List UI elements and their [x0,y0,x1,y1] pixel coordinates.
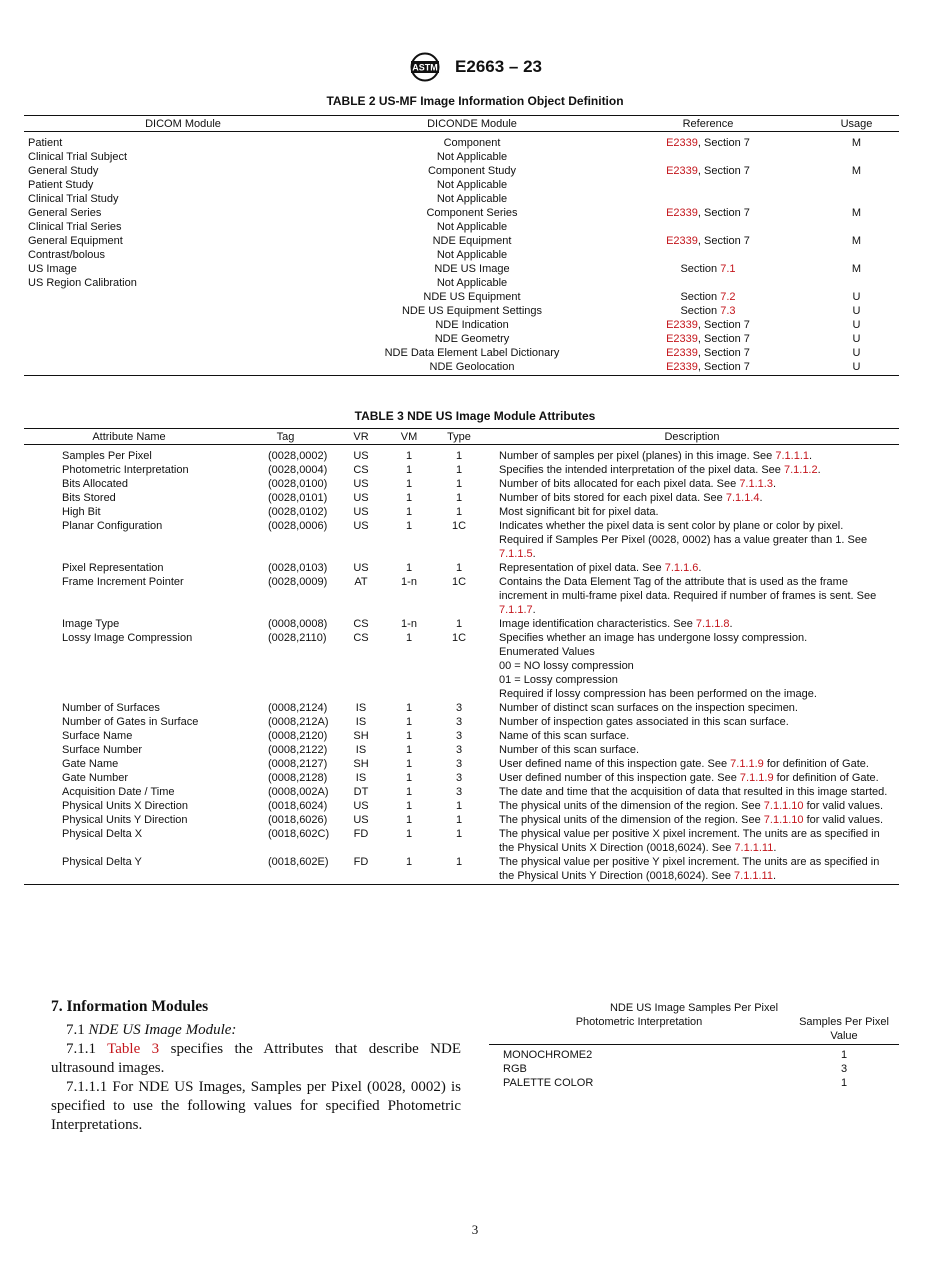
vm-cell: 1 [405,702,413,714]
type-cell: 1 [433,855,485,885]
attribute-name-cell: Surface Name [62,730,133,742]
description-cell: Name of this scan surface. [499,730,630,742]
tag-cell: (0028,0103) [268,562,328,574]
description-cell: Number of distinct scan surfaces on the inspection specimen. [499,702,798,714]
reference-link[interactable]: E2339 [666,207,698,219]
attribute-name-cell: Acquisition Date / Time [62,786,175,798]
vr-cell: US [353,800,369,812]
attribute-name-cell: Physical Units Y Direction [62,814,188,826]
tag-cell: (0008,2120) [268,730,328,742]
dicom-module-cell: Clinical Trial Series [28,221,122,233]
small-table-header: Photometric Interpretation [489,1015,789,1045]
dicom-module-cell: Patient Study [28,179,94,191]
small-table-caption: NDE US Image Samples Per Pixel [609,1002,779,1014]
tag-cell: (0008,002A) [268,786,329,798]
table2-header: DICONDE Module [342,116,602,132]
attribute-name-cell: Lossy Image Compression [62,632,193,644]
type-cell: 1 [455,828,463,840]
reference-link[interactable]: E2339 [666,333,698,345]
table-row [24,827,899,855]
photometric-cell: MONOCHROME2 [503,1049,593,1061]
samples-cell: 1 [840,1077,848,1089]
type-cell: 3 [455,744,463,756]
section-link[interactable]: 7.1.1.4 [725,492,760,504]
description-cell: Contains the Data Element Tag of the attribute that is used as the frame increment in multi-frame pixel data. Required if number of frames is sent. See 7.1.1.7. [499,576,877,616]
table-row [24,575,899,617]
dicom-module-cell: Patient [28,137,63,149]
designation: E2663 – 23 [455,57,543,76]
table3-header: VM [385,429,433,445]
attribute-name-cell: Frame Increment Pointer [62,576,184,588]
table-row [24,178,899,192]
attribute-name-cell: Physical Units X Direction [62,800,188,812]
section-link[interactable]: 7.1.1.7 [499,604,533,616]
table-row [24,445,899,464]
vm-cell: 1-n [401,576,417,588]
diconde-module-cell: NDE Geometry [434,333,510,345]
table-row [24,318,899,332]
reference-cell: Section 7.2 [680,291,736,303]
reference-cell: Section 7.3 [680,305,736,317]
table-row [24,276,899,290]
usage-cell: U [852,333,861,345]
type-cell: 1C [451,632,467,644]
table-row [24,701,899,715]
reference-cell: E2339, Section 7 [666,319,750,331]
diconde-module-cell: NDE US Image [434,263,510,275]
type-cell: 3 [455,702,463,714]
table-row [24,813,899,827]
attribute-name-cell: Physical Delta X [62,828,143,840]
attribute-name-cell: Gate Number [62,772,129,784]
vm-cell: 1 [405,800,413,812]
type-cell: 1 [455,800,463,812]
table-row [24,346,899,360]
type-cell: 1 [455,814,463,826]
diconde-module-cell: Component Study [427,165,517,177]
vm-cell: 1 [405,786,413,798]
attribute-name-cell: Physical Delta Y [24,855,234,885]
attribute-name-cell: Bits Stored [62,492,116,504]
section-link[interactable]: 7.1.1.5 [499,548,533,560]
tag-cell: (0018,602C) [268,828,330,840]
usage-cell: U [852,347,861,359]
diconde-module-cell: Not Applicable [436,221,508,233]
section-link[interactable]: 7.1.1.9 [730,758,764,770]
description-cell: Number of bits stored for each pixel data. See 7.1.1.4. [499,492,763,504]
tag-cell: (0028,2110) [268,632,327,644]
reference-link[interactable]: E2339 [666,137,698,149]
diconde-module-cell: Not Applicable [436,249,508,261]
type-cell: 3 [455,716,463,728]
usage-cell: U [852,291,861,303]
attribute-name-cell: High Bit [62,506,101,518]
diconde-module-cell: Not Applicable [436,179,508,191]
table-row [24,360,899,376]
description-cell: The physical units of the dimension of the region. See 7.1.1.10 for valid values. [499,814,884,826]
vr-cell: FD [337,855,385,885]
vr-cell: US [353,450,369,462]
tag-cell: (0028,0004) [268,464,328,476]
table-row [24,519,899,561]
table-row [24,248,899,262]
diconde-module-cell: Component [443,137,501,149]
dicom-module-cell [24,304,342,318]
description-cell: Representation of pixel data. See 7.1.1.6. [499,562,702,574]
photometric-cell: RGB [503,1063,527,1075]
table-row [24,192,899,206]
tag-cell: (0028,0101) [268,492,328,504]
dicom-module-cell [24,290,342,304]
table3-header: VR [337,429,385,445]
samples-cell: 1 [840,1049,848,1061]
vr-cell: IS [355,716,367,728]
table-row [24,855,899,885]
diconde-module-cell: NDE US Equipment Settings [401,305,542,317]
vm-cell: 1 [405,772,413,784]
table-row [24,617,899,631]
attribute-name-cell: Photometric Interpretation [62,464,189,476]
section-link[interactable]: 7.1.1.11 [734,842,774,854]
paragraph-7-1-1: 7.1.1 Table 3 specifies the Attributes that describe NDE ultrasound images. [51,1041,461,1076]
table3-caption: TABLE 3 NDE US Image Module Attributes [354,409,596,423]
type-cell: 1 [455,562,463,574]
tag-cell: (0008,2128) [268,772,328,784]
diconde-module-cell: Not Applicable [436,277,508,289]
vm-cell: 1 [405,758,413,770]
vm-cell: 1 [405,632,413,644]
table-row [24,332,899,346]
attribute-name-cell: Samples Per Pixel [62,450,152,462]
reference-link[interactable]: E2339 [666,319,698,331]
section-link[interactable]: 7.1.1.2 [783,464,818,476]
vr-cell: DT [353,786,369,798]
paragraph-7-1: 7.1 NDE US Image Module: [66,1022,237,1038]
vm-cell: 1 [405,506,413,518]
usage-cell: U [852,319,861,331]
table2 [24,115,899,376]
tag-cell: (0008,2127) [268,758,328,770]
dicom-module-cell: US Image [28,263,77,275]
dicom-module-cell: Contrast/bolous [28,249,106,261]
dicom-module-cell [24,360,342,376]
usage-cell: M [851,207,862,219]
attribute-name-cell: Image Type [62,618,120,630]
table-row [24,491,899,505]
description-cell: User defined name of this inspection gate. See 7.1.1.9 for definition of Gate. [499,758,869,770]
dicom-module-cell: Clinical Trial Study [28,193,119,205]
reference-cell [602,178,814,192]
vr-cell: US [353,562,369,574]
table-row [489,1062,899,1076]
vm-cell: 1-n [401,618,417,630]
diconde-module-cell: Not Applicable [436,151,508,163]
dicom-module-cell: General Study [28,165,99,177]
reference-link[interactable]: E2339 [666,361,698,373]
tag-cell: (0028,0100) [268,478,328,490]
type-cell: 1 [455,450,463,462]
attribute-name-cell: Number of Surfaces [62,702,160,714]
vm-cell: 1 [405,450,413,462]
reference-link[interactable]: 7.3 [720,305,736,317]
tag-cell: (0018,6024) [268,800,328,812]
attribute-name-cell: Pixel Representation [62,562,164,574]
document-header [0,52,950,82]
paragraph-7-1-1-1: 7.1.1.1 For NDE US Images, Samples per Pixel (0028, 0002) is specified to use the following values for specified Photometric Interpretations. [51,1079,461,1133]
samples-per-pixel-table [489,1015,899,1090]
diconde-module-cell: Component Series [426,207,518,219]
samples-cell: 3 [840,1063,848,1075]
reference-cell: E2339, Section 7 [666,137,750,149]
usage-cell: M [851,263,862,275]
reference-cell: E2339, Section 7 [666,235,750,247]
dicom-module-cell [24,346,342,360]
section-link[interactable]: 7.1.1.8 [695,618,730,630]
vm-cell: 1 [405,492,413,504]
table3-header: Type [433,429,485,445]
type-cell: 3 [455,772,463,784]
table2-header: Reference [602,116,814,132]
usage-cell [814,150,899,164]
table-row [489,1045,899,1063]
table-row [24,304,899,318]
dicom-module-cell: US Region Calibration [28,277,137,289]
vm-cell: 1 [405,828,413,840]
reference-cell [602,150,814,164]
section-link[interactable]: 7.1.1.9 [739,772,774,784]
vr-cell: CS [353,618,369,630]
table-row [24,132,899,151]
diconde-module-cell: Not Applicable [436,193,508,205]
table-row [24,631,899,701]
attribute-name-cell: Number of Gates in Surface [62,716,199,728]
description-cell: Image identification characteristics. See 7.1.1.8. [499,618,733,630]
vm-cell: 1 [405,464,413,476]
vr-cell: IS [355,772,367,784]
usage-cell: M [851,165,862,177]
tag-cell: (0028,0002) [268,450,328,462]
usage-cell: M [851,235,862,247]
vr-cell: SH [353,758,369,770]
reference-link[interactable]: E2339 [666,235,698,247]
description-cell: Most significant bit for pixel data. [499,506,659,518]
vr-cell: IS [355,744,367,756]
dicom-module-cell [24,332,342,346]
reference-link[interactable]: 7.1 [720,263,736,275]
usage-cell: M [851,137,862,149]
description-cell: Indicates whether the pixel data is sent color by plane or color by pixel. Required if Samples Per Pixel (0028, 0002) has a value greater than 1. See 7.1.1.5. [499,520,868,560]
reference-cell: E2339, Section 7 [666,347,750,359]
type-cell: 1 [455,506,463,518]
usage-cell [814,276,899,290]
usage-cell: U [852,305,861,317]
table-row [24,206,899,220]
table2-header: DICOM Module [24,116,342,132]
usage-cell [814,220,899,234]
vr-cell: CS [353,632,369,644]
vm-cell: 1 [405,730,413,742]
tag-cell: (0008,212A) [268,716,329,728]
type-cell: 1 [455,478,463,490]
type-cell: 1 [455,464,463,476]
tag-cell: (0028,0009) [268,576,328,588]
description-cell: Number of bits allocated for each pixel data. See 7.1.1.3. [499,478,777,490]
description-cell: The physical units of the dimension of the region. See 7.1.1.10 for valid values. [499,800,884,812]
diconde-module-cell: NDE Indication [435,319,509,331]
table-row [489,1076,899,1090]
table-row [24,771,899,785]
type-cell: 3 [455,786,463,798]
vm-cell: 1 [405,814,413,826]
usage-cell [814,178,899,192]
table-row [24,799,899,813]
attribute-name-cell: Bits Allocated [62,478,129,490]
section-link[interactable]: 7.1.1.10 [763,814,804,826]
vr-cell: CS [353,464,369,476]
attribute-name-cell: Gate Name [62,758,119,770]
reference-cell [602,276,814,290]
table-row [24,234,899,248]
vr-cell: AT [354,576,368,588]
vm-cell: 1 [405,744,413,756]
section-link[interactable]: 7.1.1.10 [763,800,804,812]
dicom-module-cell [24,318,342,332]
table-row [24,463,899,477]
description-cell: User defined number of this inspection gate. See 7.1.1.9 for definition of Gate. [499,772,879,784]
attribute-name-cell: Planar Configuration [62,520,163,532]
vr-cell: IS [355,702,367,714]
vr-cell: US [353,506,369,518]
vm-cell: 1 [405,562,413,574]
table-row [24,743,899,757]
table-row [24,262,899,276]
table-row [24,757,899,771]
svg-text:ASTM: ASTM [412,62,438,73]
type-cell: 3 [455,730,463,742]
vr-cell: US [353,478,369,490]
reference-cell: Section 7.1 [680,263,736,275]
section-link[interactable]: 7.1.1.11 [734,870,773,882]
vr-cell: SH [353,730,369,742]
table3-header: Attribute Name [24,429,234,445]
tag-cell: (0028,0102) [268,506,328,518]
vr-cell: US [353,520,369,532]
astm-logo-icon [408,52,442,82]
table-row [24,505,899,519]
section-link[interactable]: 7.1.1.6 [664,562,699,574]
description-cell: Number of inspection gates associated in this scan surface. [499,716,789,728]
photometric-cell: PALETTE COLOR [503,1077,594,1089]
diconde-module-cell: NDE Geolocation [342,360,602,376]
vr-cell: US [353,492,369,504]
reference-cell [602,220,814,234]
vr-cell: US [353,814,369,826]
reference-link[interactable]: 7.2 [720,291,736,303]
type-cell: 1C [451,576,467,588]
vr-cell: FD [353,828,369,840]
section-link[interactable]: 7.1.1.1 [775,450,809,462]
table2-header: Usage [814,116,899,132]
reference-cell [602,192,814,206]
usage-cell [814,192,899,206]
description-cell: The physical value per positive Y pixel increment. The units are as specified in the Physical Units Y Direction (0018,6024). See 7.1.1.11. [485,855,899,885]
section-link[interactable]: 7.1.1.3 [739,478,773,490]
reference-cell: E2339, Section 7 [666,207,750,219]
tag-cell: (0028,0006) [268,520,328,532]
tag-cell: (0018,6026) [268,814,328,826]
diconde-module-cell: NDE Data Element Label Dictionary [384,347,560,359]
diconde-module-cell: NDE Equipment [432,235,512,247]
diconde-module-cell: NDE US Equipment [423,291,521,303]
table-row [24,561,899,575]
table3-header: Description [485,429,899,445]
table-row [24,715,899,729]
dicom-module-cell: Clinical Trial Subject [28,151,128,163]
usage-cell: U [814,360,899,376]
description-cell: The date and time that the acquisition of data that resulted in this image started. [499,786,888,798]
usage-cell [814,248,899,262]
type-cell: 3 [455,758,463,770]
table-row [24,164,899,178]
reference-link[interactable]: E2339 [666,165,698,177]
dicom-module-cell: General Equipment [28,235,123,247]
table3-header: Tag [234,429,337,445]
table-row [24,785,899,799]
tag-cell: (0018,602E) [234,855,337,885]
table3 [24,428,899,885]
table-row [24,729,899,743]
type-cell: 1 [455,618,463,630]
vm-cell: 1 [405,716,413,728]
dicom-module-cell: General Series [28,207,102,219]
tag-cell: (0008,2124) [268,702,328,714]
description-cell: Number of samples per pixel (planes) in this image. See 7.1.1.1. [499,450,813,462]
table3-link[interactable]: Table 3 [107,1041,160,1057]
reference-cell: E2339, Section 7 [602,360,814,376]
type-cell: 1 [455,492,463,504]
table-row [24,477,899,491]
type-cell: 1C [451,520,467,532]
vm-cell: 1 [405,520,413,532]
table2-caption: TABLE 2 US-MF Image Information Object Definition [326,94,624,108]
description-cell: The physical value per positive X pixel increment. The units are as specified in the Physical Units X Direction (0018,6024). See 7.1.1.11. [499,828,880,854]
reference-link[interactable]: E2339 [666,347,698,359]
reference-cell [602,248,814,262]
section-body [51,997,461,1135]
tag-cell: (0008,2122) [268,744,328,756]
description-cell: Specifies whether an image has undergone lossy compression. Enumerated Values 00 = NO lossy compression 01 = Lossy compression Required if lossy compression has been performed on the image. [499,632,817,700]
small-table-header: Samples Per Pixel Value [789,1015,899,1045]
attribute-name-cell: Surface Number [62,744,143,756]
page-number: 3 [471,1222,479,1237]
reference-cell: E2339, Section 7 [666,333,750,345]
table-row [24,150,899,164]
section-heading: 7. Information Modules [51,998,209,1015]
table-row [24,220,899,234]
vm-cell: 1 [405,478,413,490]
table-row [24,290,899,304]
tag-cell: (0008,0008) [268,618,328,630]
description-cell: Specifies the intended interpretation of the pixel data. See 7.1.1.2. [499,464,821,476]
description-cell: Number of this scan surface. [499,744,640,756]
reference-cell: E2339, Section 7 [666,165,750,177]
vm-cell: 1 [385,855,433,885]
